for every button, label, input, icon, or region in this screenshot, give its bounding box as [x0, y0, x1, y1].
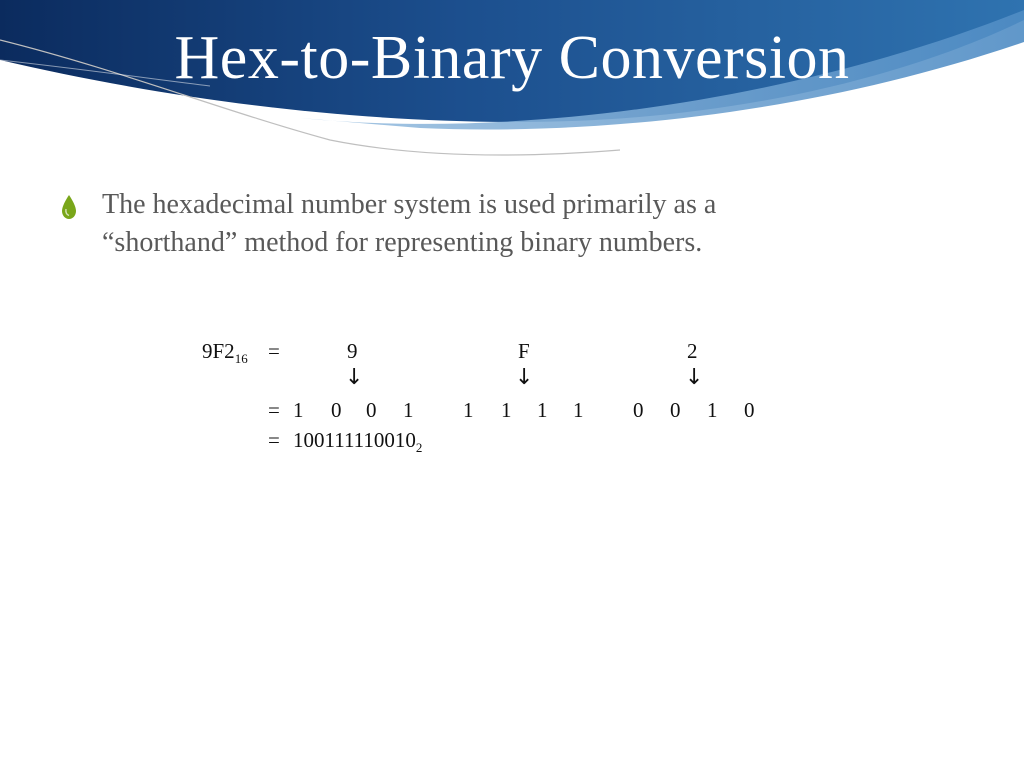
equals-sign: =: [268, 339, 280, 363]
binary-bit: 0: [331, 398, 342, 422]
binary-bit: 1: [501, 398, 512, 422]
binary-result: [293, 428, 422, 455]
binary-result-value: 100111110010: [293, 428, 416, 452]
hex-value: 9F2: [202, 339, 235, 363]
down-arrow-icon: ↓: [345, 365, 364, 390]
equals-sign: =: [268, 428, 280, 452]
binary-result-base: 2: [415, 440, 423, 455]
binary-bit: 0: [670, 398, 681, 422]
binary-bit: 1: [463, 398, 474, 422]
hex-number: [202, 339, 248, 366]
binary-bit: 1: [293, 398, 304, 422]
binary-bit: 0: [744, 398, 755, 422]
hex-digit-2: F: [518, 339, 530, 363]
hex-digit-1: 9: [347, 339, 358, 363]
binary-bit: 0: [366, 398, 377, 422]
down-arrow-icon: ↓: [685, 365, 704, 390]
binary-bit: 1: [537, 398, 548, 422]
binary-bit: 1: [573, 398, 584, 422]
bullet-line-2: “shorthand” method for representing binary numbers.: [102, 227, 703, 258]
equals-sign: =: [268, 398, 280, 422]
binary-bit: 0: [633, 398, 644, 422]
hex-digit-3: 2: [687, 339, 698, 363]
bullet-line-1: The hexadecimal number system is used primarily as a: [102, 189, 717, 220]
hex-base: 16: [234, 351, 248, 366]
binary-bit: 1: [707, 398, 718, 422]
binary-bit: 1: [403, 398, 414, 422]
down-arrow-icon: ↓: [515, 365, 534, 390]
slide-title: Hex-to-Binary Conversion: [174, 24, 850, 92]
